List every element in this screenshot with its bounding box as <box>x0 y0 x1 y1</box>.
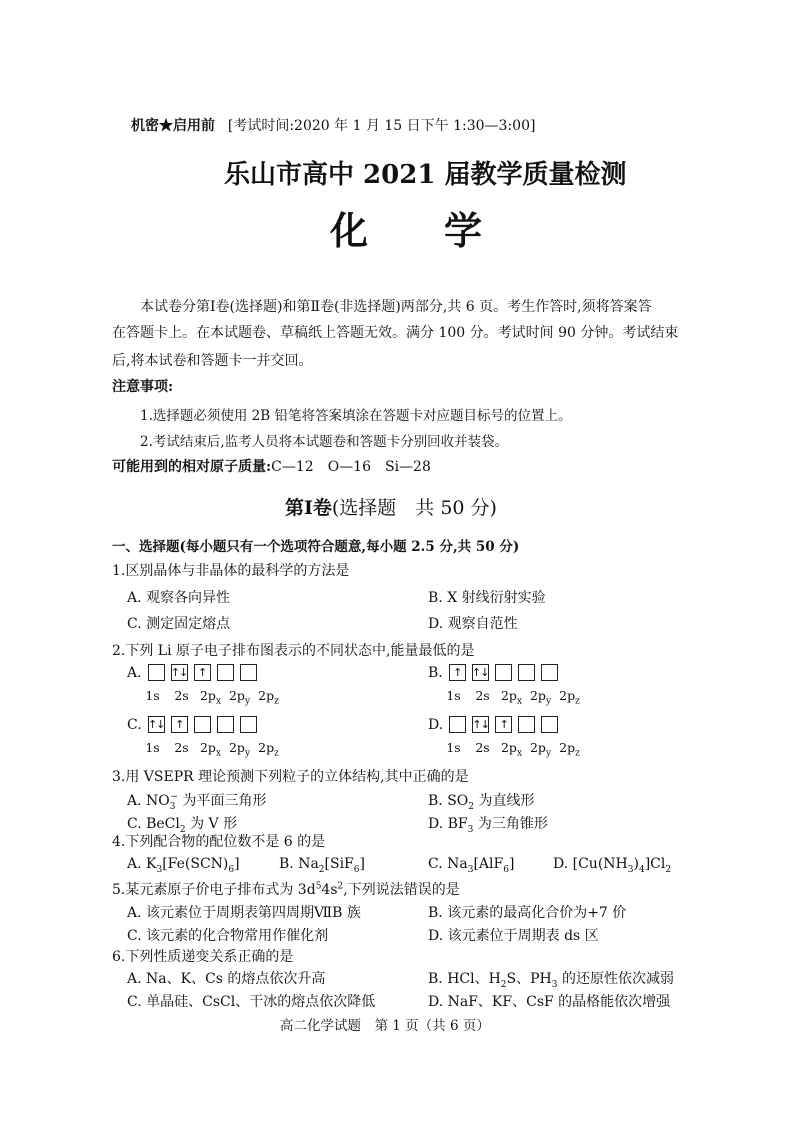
orbital-box <box>194 716 211 733</box>
orbital-label: 1s <box>145 688 160 703</box>
orbital-box: ↑↓ <box>170 666 188 679</box>
atomic-masses <box>112 456 431 476</box>
orbital-label: $2p_y$ <box>529 740 552 759</box>
q4-option-b: B. $Na_2[SiF_6]$ <box>279 856 365 875</box>
orbital-label: $2p_x$ <box>500 740 523 759</box>
q3-option-b: B. $SO_2$ 为直线形 <box>428 793 535 812</box>
orbital-box <box>240 716 257 733</box>
orbital-box <box>217 664 234 681</box>
orbital-box <box>518 716 535 733</box>
orbital-label: 2s <box>174 688 189 703</box>
q2-option-a <box>127 664 257 681</box>
q3-stem: 3.用 VSEPR 理论预测下列粒子的立体结构,其中正确的是 <box>112 769 469 785</box>
orbital-label: $2p_z$ <box>559 688 580 707</box>
q5-option-c: C. 该元素的化合物常用作催化剂 <box>127 928 329 944</box>
orbital-label: $2p_y$ <box>529 688 552 707</box>
q3-option-c: C. BeCl$_2$ 为 V 形 <box>127 816 238 835</box>
intro-line-1: 本试卷分第Ⅰ卷(选择题)和第Ⅱ卷(非选择题)两部分,共 6 页。考生作答时,须将答案答 <box>140 299 652 315</box>
orbital-label: $2p_z$ <box>258 740 279 759</box>
orbital-box: ↑ <box>171 716 188 733</box>
q5-option-a: A. 该元素位于周期表第四周期ⅦB 族 <box>127 905 361 921</box>
q1-option-b: B. X 射线衍射实验 <box>428 590 546 606</box>
q6-option-a: A. Na、K、Cs 的熔点依次升高 <box>127 971 326 987</box>
q3-option-a: A. $NO_3^-$ 为平面三角形 <box>127 792 267 812</box>
orbital-label: 2s <box>475 688 490 703</box>
q1-option-a: A. 观察各向异性 <box>127 590 231 606</box>
exam-title: 乐山市高中 2021 届教学质量检测 <box>224 160 627 190</box>
q4-option-c: C. $Na_3[AlF_6]$ <box>428 856 515 875</box>
note-item-1: 1.选择题必须使用 2B 铅笔将答案填涂在答题卡对应题目标号的位置上。 <box>140 408 572 424</box>
q2-label-c: C. <box>127 716 142 733</box>
subject-title: 化 学 <box>330 208 483 253</box>
q1-stem: 1.区别晶体与非晶体的最科学的方法是 <box>112 563 350 579</box>
orbital-label: 1s <box>446 740 461 755</box>
orbital-box <box>217 716 234 733</box>
intro-line-2: 在答题卡上。在本试题卷、草稿纸上答题无效。满分 100 分。考试时间 90 分钟。考试结束 <box>112 325 679 341</box>
page-footer: 高二化学试题 第 1 页（共 6 页） <box>280 1018 490 1034</box>
orbital-box <box>495 664 512 681</box>
q2-label-a: A. <box>127 664 142 681</box>
orbital-box <box>518 664 535 681</box>
section-title-bold: 第Ⅰ卷 <box>285 497 332 519</box>
orbital-box: ↑ <box>194 664 211 681</box>
secret-mark: 机密★启用前 <box>131 118 215 134</box>
orbital-box <box>541 716 558 733</box>
q6-option-c: C. 单晶硅、CsCl、干冰的熔点依次降低 <box>127 994 376 1010</box>
q2-label-b: B. <box>428 664 443 681</box>
q1-option-c: C. 测定固定熔点 <box>127 616 231 632</box>
intro-line-3: 后,将本试卷和答题卡一并交回。 <box>112 353 313 369</box>
orbital-label: 2s <box>174 740 189 755</box>
orbital-label: 2s <box>475 740 490 755</box>
q5-option-b: B. 该元素的最高化合价为+7 价 <box>428 905 627 921</box>
orbital-box <box>240 664 257 681</box>
q6-option-d: D. NaF、KF、CsF 的晶格能依次增强 <box>428 994 671 1010</box>
q5-option-d: D. 该元素位于周期表 ds 区 <box>428 928 599 944</box>
orbital-label: $2p_x$ <box>199 688 222 707</box>
q6-option-b: B. HCl、$H_2S$、$PH_3$ 的还原性依次减弱 <box>428 971 674 990</box>
orbital-box: ↑↓ <box>147 718 165 731</box>
q2-orbital-labels-d <box>439 740 584 759</box>
q2-orbital-labels-c <box>138 740 283 759</box>
q3-option-d: D. $BF_3$ 为三角锥形 <box>428 816 548 835</box>
orbital-box <box>449 716 466 733</box>
confidential-label <box>131 115 535 135</box>
q2-orbital-labels-b <box>439 688 584 707</box>
note-item-2: 2.考试结束后,监考人员将本试题卷和答题卡分别回收并装袋。 <box>140 434 509 450</box>
notes-heading: 注意事项: <box>112 379 174 395</box>
orbital-label: 1s <box>145 740 160 755</box>
orbital-label: $2p_x$ <box>199 740 222 759</box>
orbital-label: 1s <box>446 688 461 703</box>
q1-option-d: D. 观察自范性 <box>428 616 518 632</box>
orbital-label: $2p_z$ <box>258 688 279 707</box>
orbital-box: ↑ <box>495 716 512 733</box>
orbital-label: $2p_y$ <box>228 740 251 759</box>
orbital-label: $2p_y$ <box>228 688 251 707</box>
orbital-box <box>148 664 165 681</box>
q2-option-b <box>428 664 558 681</box>
q2-orbital-labels-a <box>138 688 283 707</box>
q2-option-d <box>428 716 558 733</box>
atomic-masses-label: 可能用到的相对原子质量: <box>112 459 272 475</box>
q4-option-d: D. $[Cu(NH_3)_4]Cl_2$ <box>553 856 672 875</box>
atomic-masses-values: C—12 O—16 Si—28 <box>271 459 431 475</box>
q4-stem: 4.下列配合物的配位数不是 6 的是 <box>112 834 326 850</box>
orbital-box: ↑↓ <box>472 666 489 679</box>
section-title-rest: (选择题 共 50 分) <box>331 497 497 519</box>
orbital-label: $2p_x$ <box>500 688 523 707</box>
orbital-label: $2p_z$ <box>559 740 580 759</box>
part-heading: 一、选择题(每小题只有一个选项符合题意,每小题 2.5 分,共 50 分) <box>112 539 520 555</box>
section-title <box>285 493 497 520</box>
orbital-box: ↑↓ <box>472 718 489 731</box>
q5-stem: 5.某元素原子价电子排布式为 $3d^54s^2$,下列说法错误的是 <box>112 881 460 898</box>
exam-time: [考试时间:2020 年 1 月 15 日下午 1:30—3:00] <box>227 118 536 134</box>
q2-option-c <box>127 716 257 733</box>
orbital-box: ↑ <box>449 664 466 681</box>
q4-option-a: A. $K_3[Fe(SCN)_6]$ <box>127 856 240 875</box>
q2-label-d: D. <box>428 716 444 733</box>
orbital-box <box>541 664 558 681</box>
q2-stem: 2.下列 Li 原子电子排布图表示的不同状态中,能量最低的是 <box>112 643 475 659</box>
q6-stem: 6.下列性质递变关系正确的是 <box>112 949 294 965</box>
